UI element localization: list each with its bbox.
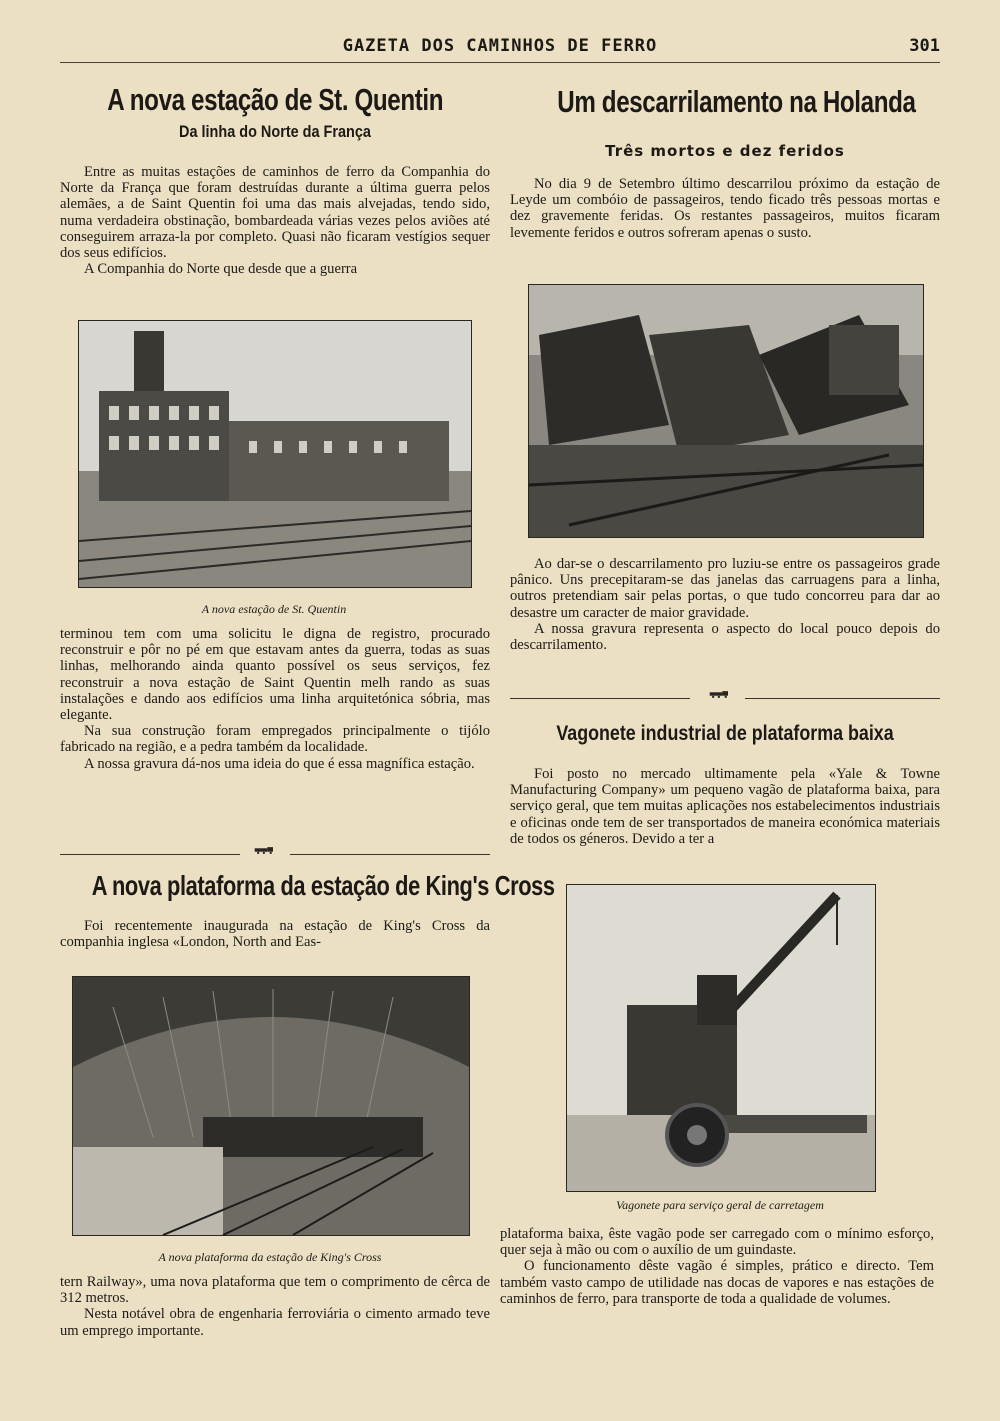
article-kings-cross-body xyxy=(60,1274,490,1339)
paragraph: plataforma baixa, êste vagão pode ser carregado com o mínimo esforço, quer seja à mão ou com o auxílio de um guindaste. xyxy=(500,1226,934,1259)
section-divider xyxy=(510,698,690,699)
article-st-quentin-intro xyxy=(60,164,490,277)
paragraph: No dia 9 de Setembro último descarrilou próximo da estação de Leyde um combóio de passageiros, tendo ficado três pessoas mortas e dez gravemente feridas. Os restantes passageiros, muitos ficaram levemente feridos e outros sofreram apenas o susto. xyxy=(510,176,940,241)
paragraph: A nossa gravura representa o aspecto do local pouco depois do descarrilamento. xyxy=(510,620,940,654)
section-divider xyxy=(745,698,940,699)
section-divider xyxy=(290,854,490,855)
paragraph: A nossa gravura dá-nos uma ideia do que é essa magnífica estação. xyxy=(84,755,475,772)
article-holanda-body xyxy=(510,556,940,653)
station-building-image xyxy=(79,321,471,587)
article-st-quentin-header xyxy=(60,82,490,142)
photo-st-quentin-station xyxy=(78,320,472,588)
paragraph: terminou tem com uma solicitu le digna de registro, procurado reconstruir e pôr no pé em que estavam antes da guerra, todas as suas linhas, melhorando ainda quanto possível os seus serviços, fez reconstruir a nova estação de Saint Quentin melh rando as suas instalações e dando aos edifícios uma linha arquitetónica sóbria, mas elegante. xyxy=(60,626,490,724)
article-title: Vagonete industrial de plataforma baixa xyxy=(556,722,894,745)
page-number: 301 xyxy=(909,36,940,56)
article-kings-cross-intro xyxy=(60,918,490,950)
paragraph: Foi recentemente inaugurada na estação de King's Cross da companhia inglesa «London, North and Eas- xyxy=(60,918,490,951)
photo-kings-cross-platform xyxy=(72,976,470,1236)
running-header xyxy=(60,36,940,63)
locomotive-ornament-icon xyxy=(700,690,740,698)
article-vagonete-intro xyxy=(510,766,940,847)
platform-interior-image xyxy=(73,977,469,1235)
paragraph: Entre as muitas estações de caminhos de ferro da Companhia do Norte da França que foram destruídas durante a última guerra pelos alemães, a de Saint Quentin foi uma das mais alvejadas, tendo sido, numa verdadeira obstinação, bombardeada várias vezes pelos aviões até conseguirem arraza-la por completo. Quasi não ficaram vestígios sequer dos seus edifícios. xyxy=(60,164,490,262)
article-vagonete-body xyxy=(500,1226,934,1307)
paragraph: Foi posto no mercado ultimamente pela «Yale & Towne Manufacturing Company» um pequeno vagão de plataforma baixa, para serviço geral, que tem muitas aplicações nos estabelecimentos industriais e oficinas onde tem de ser transportados de maneira económica materiais de todos os géneros. Devido a ter a xyxy=(510,766,940,847)
paragraph: O funcionamento dêste vagão é simples, prático e directo. Tem também vasto campo de utilidade nas docas de vapores e nas estações de caminhos de ferro, para transporte de toda a qualidade de volumes. xyxy=(500,1258,934,1307)
article-holanda-intro xyxy=(510,176,940,241)
photo-caption: Vagonete para serviço geral de carretagem xyxy=(616,1198,824,1212)
article-title: Um descarrilamento na Holanda xyxy=(557,84,916,119)
section-divider xyxy=(60,854,240,855)
photo-derailment xyxy=(528,284,924,538)
article-vagonete-header xyxy=(510,722,940,746)
photo-caption: A nova plataforma da estação de King's Cross xyxy=(158,1250,382,1264)
article-holanda-header xyxy=(510,84,940,160)
paragraph: Na sua construção foram empregados principalmente o tijólo fabricado na região, e a pedra também da localidade. xyxy=(60,723,490,756)
article-title: A nova estação de St. Quentin xyxy=(107,82,444,117)
paragraph: Ao dar-se o descarrilamento pro luziu-se entre os passageiros grade pânico. Uns precepitaram-se das janelas das carruagens para a linha, outros pretendiam sair pelas portas, o que tudo concorreu para dar ao desastre um caracter de maior gravidade. xyxy=(510,556,940,621)
paragraph: Nesta notável obra de engenharia ferroviária o cimento armado teve um emprego importante. xyxy=(60,1306,490,1339)
article-st-quentin-body xyxy=(60,626,490,772)
article-kings-cross-header xyxy=(40,870,555,902)
article-subtitle: Três mortos e dez feridos xyxy=(605,142,845,160)
derailment-image xyxy=(529,285,923,537)
locomotive-ornament-icon xyxy=(245,846,285,854)
article-title: A nova plataforma da estação de King's Cross xyxy=(91,870,555,901)
paragraph: A Companhia do Norte que desde que a guerra xyxy=(84,261,358,278)
photo-vagonete xyxy=(566,884,876,1192)
article-subtitle: Da linha do Norte da França xyxy=(179,122,371,141)
industrial-wagon-crane-image xyxy=(567,885,875,1191)
photo-caption: A nova estação de St. Quentin xyxy=(201,602,347,616)
paragraph: tern Railway», uma nova plataforma que tem o comprimento de cêrca de 312 metros. xyxy=(60,1274,490,1307)
publication-title: GAZETA DOS CAMINHOS DE FERRO xyxy=(342,36,658,56)
